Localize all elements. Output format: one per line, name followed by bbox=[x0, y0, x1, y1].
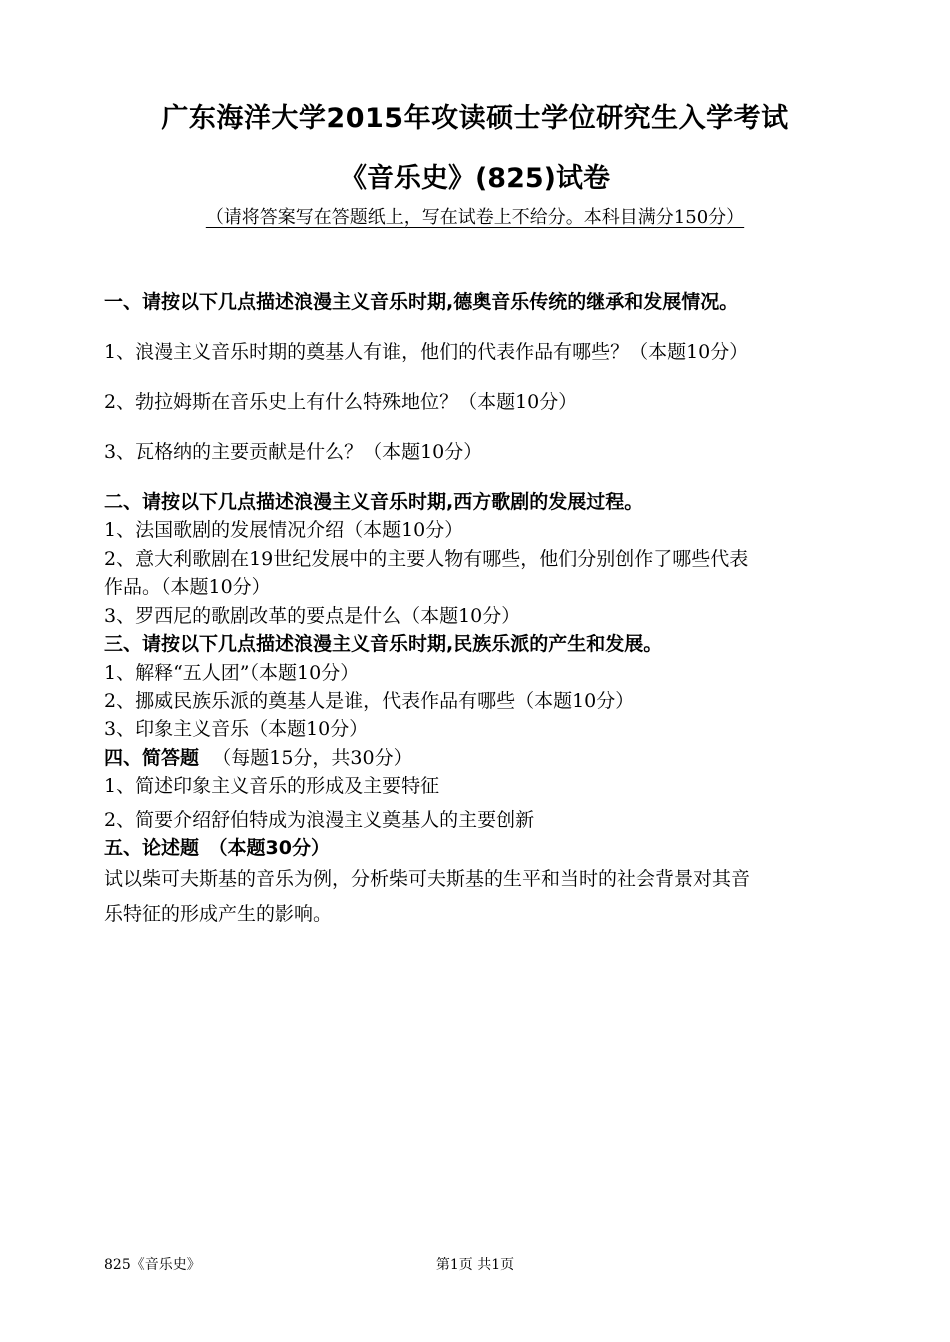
section-1-question-3: 3、瓦格纳的主要贡献是什么？（本题10分） bbox=[104, 441, 483, 463]
section-5-body-line-2: 乐特征的形成产生的影响。 bbox=[104, 903, 333, 925]
exam-notice bbox=[0, 203, 950, 229]
section-1-question-1: 1、浪漫主义音乐时期的奠基人有谁，他们的代表作品有哪些？（本题10分） bbox=[104, 341, 749, 363]
section-5-body-line-1: 试以柴可夫斯基的音乐为例，分析柴可夫斯基的生平和当时的社会背景对其音 bbox=[104, 868, 751, 890]
section-2-question-2-line-1: 2、意大利歌剧在19世纪发展中的主要人物有哪些，他们分别创作了哪些代表 bbox=[104, 548, 749, 570]
section-3-question-1: 1、解释“五人团”（本题10分） bbox=[104, 662, 360, 684]
section-3-question-2: 2、挪威民族乐派的奠基人是谁，代表作品有哪些（本题10分） bbox=[104, 690, 635, 712]
section-2-question-2-line-2: 作品。（本题10分） bbox=[104, 576, 271, 598]
exam-subtitle: 《音乐史》(825)试卷 bbox=[339, 163, 611, 194]
footer-subject: 825《音乐史》 bbox=[104, 1257, 201, 1273]
footer-page-number: 第1页 共1页 bbox=[435, 1257, 515, 1273]
section-1-heading: 一、请按以下几点描述浪漫主义音乐时期,德奥音乐传统的继承和发展情况。 bbox=[104, 291, 739, 313]
section-2-question-3: 3、罗西尼的歌剧改革的要点是什么（本题10分） bbox=[104, 605, 521, 627]
section-3-heading: 三、请按以下几点描述浪漫主义音乐时期,民族乐派的产生和发展。 bbox=[104, 633, 663, 655]
exam-notice-text: （请将答案写在答题纸上，写在试卷上不给分。本科目满分150分） bbox=[205, 207, 745, 228]
section-4-question-2: 2、简要介绍舒伯特成为浪漫主义奠基人的主要创新 bbox=[104, 809, 535, 831]
section-2-heading: 二、请按以下几点描述浪漫主义音乐时期,西方歌剧的发展过程。 bbox=[104, 491, 644, 513]
section-3-question-3: 3、印象主义音乐（本题10分） bbox=[104, 718, 369, 740]
section-4-question-1: 1、简述印象主义音乐的形成及主要特征 bbox=[104, 775, 440, 797]
section-2-question-1: 1、法国歌剧的发展情况介绍（本题10分） bbox=[104, 519, 464, 541]
section-4-heading bbox=[104, 745, 854, 771]
section-1-question-2: 2、勃拉姆斯在音乐史上有什么特殊地位？（本题10分） bbox=[104, 391, 578, 413]
section-4-heading-note: （每题15分，共30分） bbox=[212, 747, 413, 769]
exam-title: 广东海洋大学2015年攻读硕士学位研究生入学考试 bbox=[161, 103, 789, 134]
section-5-heading: 五、论述题 （本题30分） bbox=[104, 837, 330, 859]
section-4-heading-text: 四、简答题 bbox=[104, 747, 200, 769]
